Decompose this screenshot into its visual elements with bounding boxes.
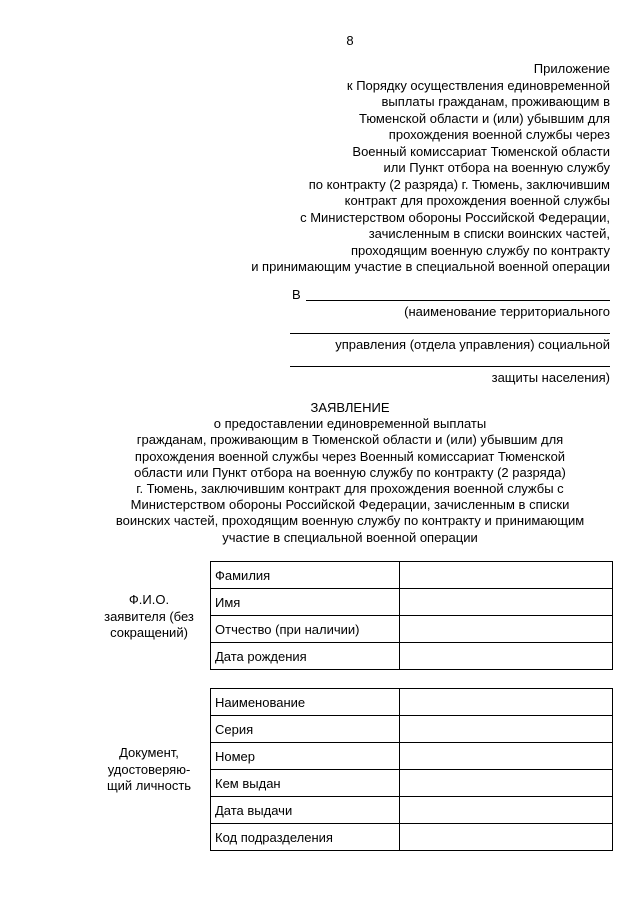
title-line: о предоставлении единовременной выплаты <box>213 416 487 432</box>
field-value-issued-by[interactable] <box>400 770 613 797</box>
field-label-division-code: Код подразделения <box>211 824 400 851</box>
table-row <box>211 616 613 643</box>
field-label-birthdate: Дата рождения <box>211 643 400 670</box>
page-number: 8 <box>346 33 354 48</box>
title-line: Министерством обороны Российской Федерации, зачисленным в списки <box>130 497 570 513</box>
field-value-issue-date[interactable] <box>400 797 613 824</box>
table-row <box>211 770 613 797</box>
title-heading: ЗАЯВЛЕНИЕ <box>310 400 390 415</box>
fio-label-line: Ф.И.О. <box>128 592 170 607</box>
address-caption: (наименование территориального <box>404 304 610 319</box>
field-label-name: Имя <box>211 589 400 616</box>
doc-label-line: щий личность <box>106 778 192 793</box>
doc-section-label <box>94 745 204 795</box>
doc-table <box>210 688 613 851</box>
address-line[interactable] <box>290 366 610 367</box>
field-label-patronymic: Отчество (при наличии) <box>211 616 400 643</box>
field-value-birthdate[interactable] <box>400 643 613 670</box>
field-label-series: Серия <box>211 716 400 743</box>
title-line: области или Пункт отбора на военную службу по контракту (2 разряда) <box>134 464 566 480</box>
field-value-number[interactable] <box>400 743 613 770</box>
field-label-surname: Фамилия <box>211 562 400 589</box>
appendix-line: прохождения военной службы через <box>388 127 610 142</box>
field-value-surname[interactable] <box>400 562 613 589</box>
table-row <box>211 589 613 616</box>
title-line: гражданам, проживающим в Тюменской области и (или) убывшим для <box>136 432 564 448</box>
doc-label-line: удостоверяю- <box>107 761 191 777</box>
appendix-line: проходящим военную службу по контракту <box>350 242 610 258</box>
address-line[interactable] <box>306 300 610 301</box>
table-row <box>211 562 613 589</box>
field-value-patronymic[interactable] <box>400 616 613 643</box>
appendix-line: зачисленным в списки воинских частей, <box>368 226 610 241</box>
title-line: г. Тюмень, заключившим контракт для прохождения военной службы с <box>136 481 564 497</box>
field-value-series[interactable] <box>400 716 613 743</box>
table-row <box>211 689 613 716</box>
field-value-name[interactable] <box>400 589 613 616</box>
table-row <box>211 743 613 770</box>
fio-section-label <box>94 592 204 642</box>
title-line: прохождения военной службы через Военный комиссариат Тюменской <box>134 448 566 464</box>
title-line: участие в специальной военной операции <box>222 529 478 545</box>
appendix-block <box>90 61 610 276</box>
appendix-line: Приложение <box>533 61 610 76</box>
table-row <box>211 716 613 743</box>
appendix-line: или Пункт отбора на военную службу <box>383 160 610 175</box>
table-row <box>211 797 613 824</box>
fio-label-line: сокращений) <box>110 625 188 640</box>
table-row <box>211 824 613 851</box>
title-line: воинских частей, проходящим военную службу по контракту и принимающим <box>115 513 585 529</box>
appendix-line: Военный комиссариат Тюменской области <box>352 143 610 159</box>
appendix-line: выплаты гражданам, проживающим в <box>381 94 610 109</box>
address-line[interactable] <box>290 333 610 334</box>
field-label-issue-date: Дата выдачи <box>211 797 400 824</box>
field-value-doc-name[interactable] <box>400 689 613 716</box>
table-row <box>211 643 613 670</box>
address-caption: управления (отдела управления) социальной <box>335 337 610 352</box>
field-label-number: Номер <box>211 743 400 770</box>
address-prefix: В <box>292 287 301 302</box>
field-value-division-code[interactable] <box>400 824 613 851</box>
field-label-issued-by: Кем выдан <box>211 770 400 797</box>
appendix-line: Тюменской области и (или) убывшим для <box>358 110 610 126</box>
appendix-line: с Министерством обороны Российской Федерации, <box>300 209 610 225</box>
appendix-line: к Порядку осуществления единовременной <box>346 77 610 93</box>
doc-label-line: Документ, <box>119 745 179 760</box>
appendix-line: и принимающим участие в специальной военной операции <box>251 259 610 274</box>
fio-table <box>210 561 613 670</box>
appendix-line: контракт для прохождения военной службы <box>344 193 610 208</box>
field-label-doc-name: Наименование <box>211 689 400 716</box>
address-caption: защиты населения) <box>491 370 610 385</box>
statement-title <box>80 400 620 546</box>
appendix-line: по контракту (2 разряда) г. Тюмень, заключившим <box>308 176 610 192</box>
fio-label-line: заявителя (без <box>104 608 194 624</box>
